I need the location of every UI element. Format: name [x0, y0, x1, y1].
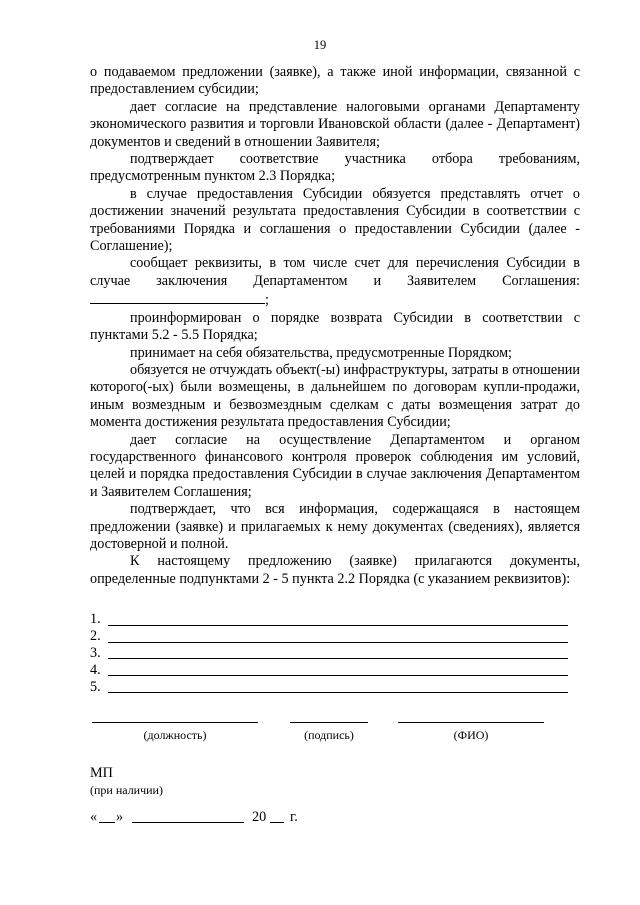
date-open-quote: «	[90, 809, 98, 825]
paragraph-refund: проинформирован о порядке возврата Субсидии в соответствии с пунктами 5.2 - 5.5 Порядка;	[90, 309, 580, 344]
bank-details-field	[90, 290, 265, 304]
attachment-number: 5.	[90, 678, 101, 695]
paragraph-obligations: принимает на себя обязательства, предусмотренные Порядком;	[130, 344, 513, 361]
attachment-number: 1.	[90, 611, 101, 628]
attachment-row	[90, 629, 568, 646]
stamp-label: МП	[90, 765, 113, 781]
date-close-quote: »	[116, 809, 124, 825]
attachment-line	[108, 680, 568, 693]
signature-sign	[290, 704, 368, 744]
attachment-row	[90, 662, 568, 679]
page-number: 19	[313, 38, 327, 52]
year-prefix: 20	[252, 809, 267, 825]
attachment-number: 2.	[90, 628, 101, 645]
bank-details-end: ;	[265, 292, 269, 309]
attachment-line	[108, 613, 568, 626]
attachment-line	[108, 646, 568, 659]
attachment-number: 3.	[90, 644, 101, 661]
body-text	[90, 64, 580, 588]
paragraph-bank-details: сообщает реквизиты, в том числе счет для перечисления Субсидии в случае заключения Департаментом и Заявителем Соглашения:	[90, 255, 580, 289]
attachment-line	[108, 630, 568, 643]
year-field	[270, 808, 284, 823]
day-field	[99, 808, 115, 823]
position-line	[92, 704, 258, 723]
paragraph-reliability: подтверждает, что вся информация, содержащаяся в настоящем предложении (заявке) и прилагаемых к нему документах (сведениях), является достоверной и полной.	[90, 501, 580, 552]
stamp-note: (при наличии)	[90, 783, 163, 797]
attachment-line	[108, 663, 568, 676]
attachments-list	[90, 612, 568, 696]
month-field	[132, 808, 244, 823]
paragraph-compliance: подтверждает соответствие участника отбора требованиям, предусмотренным пунктом 2.3 Порядка;	[90, 151, 580, 185]
signature-name	[398, 704, 544, 744]
paragraph-reporting: в случае предоставления Субсидии обязуется представлять отчет о достижении значений результата предоставления Субсидии в соответствии с требованиями Порядка и соглашения о предоставлении Субсидии (далее - Соглашение);	[90, 185, 580, 255]
position-caption: (должность)	[143, 728, 207, 742]
attachment-number: 4.	[90, 661, 101, 678]
signature-position	[92, 704, 258, 744]
signature-caption: (подпись)	[304, 728, 354, 742]
bank-details-line	[90, 290, 580, 309]
paragraph-continuation: о подаваемом предложении (заявке), а также иной информации, связанной с предоставлением субсидии;	[90, 64, 580, 98]
paragraph-no-alienation: обязуется не отчуждать объект(-ы) инфраструктуры, затраты в отношении которого(-ых) были возмещены, в дальнейшем по договорам купли-продажи, иным возмездным и безвозмездным сделкам с даты возмещения затрат до момента достижения результата предоставления Субсидии;	[90, 361, 580, 431]
name-caption: (ФИО)	[453, 728, 489, 742]
attachment-row	[90, 646, 568, 663]
signature-line	[290, 704, 368, 723]
attachment-row	[90, 612, 568, 629]
year-suffix: г.	[290, 809, 298, 825]
name-line	[398, 704, 544, 723]
paragraph-attachments-intro: К настоящему предложению (заявке) прилагаются документы, определенные подпунктами 2 - 5 пункта 2.2 Порядка (с указанием реквизитов):	[90, 553, 580, 587]
paragraph-tax-consent: дает согласие на представление налоговыми органами Департаменту экономического развития и торговли Ивановской области (далее - Департамент) документов и сведений в отношении Заявителя;	[90, 98, 580, 150]
date-line	[90, 808, 350, 826]
attachment-row	[90, 679, 568, 696]
paragraph-audit-consent: дает согласие на осуществление Департаментом и органом государственного финансового контроля проверок соблюдения им условий, целей и порядка предоставления Субсидии в случае заключения Департаментом и Заявителем Соглашения;	[90, 431, 580, 500]
